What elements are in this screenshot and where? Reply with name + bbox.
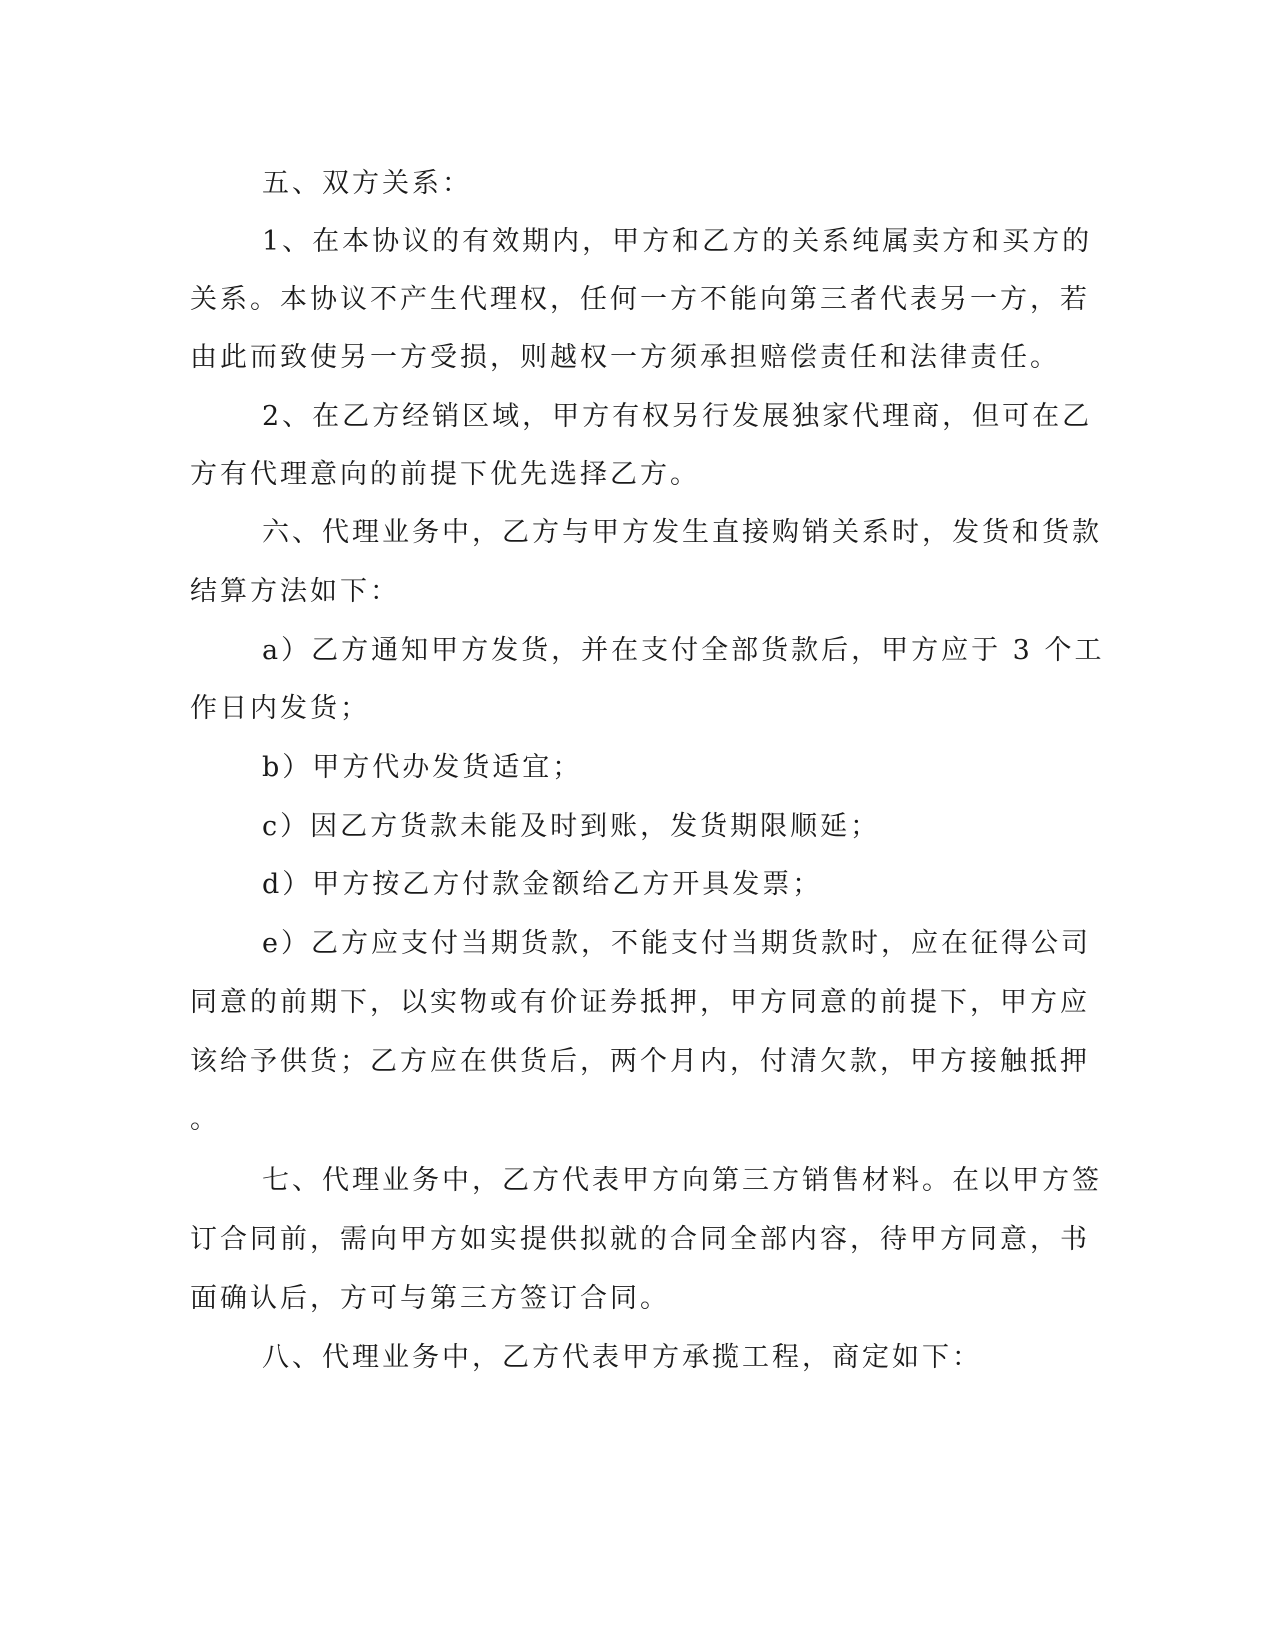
list-item-b: b）甲方代办发货适宜；	[262, 752, 583, 783]
paragraph-line: 1、在本协议的有效期内，甲方和乙方的关系纯属卖方和买方的	[262, 226, 1093, 257]
list-item-e: e）乙方应支付当期货款，不能支付当期货款时，应在征得公司	[262, 928, 1091, 959]
list-item-c: c）因乙方货款未能及时到账，发货期限顺延；	[262, 811, 881, 842]
paragraph-line: 同意的前期下，以实物或有价证券抵押，甲方同意的前提下，甲方应	[190, 987, 1090, 1018]
paragraph-line: 2、在乙方经销区域，甲方有权另行发展独家代理商，但可在乙	[262, 401, 1093, 432]
paragraph-line: 由此而致使另一方受损，则越权一方须承担赔偿责任和法律责任。	[190, 342, 1060, 373]
section-heading-6: 六、代理业务中，乙方与甲方发生直接购销关系时，发货和货款	[262, 517, 1102, 548]
paragraph-line: 作日内发货；	[190, 693, 370, 724]
list-item-a: a）乙方通知甲方发货，并在支付全部货款后，甲方应于 3 个工	[262, 635, 1105, 666]
paragraph-line: 订合同前，需向甲方如实提供拟就的合同全部内容，待甲方同意，书	[190, 1224, 1090, 1255]
paragraph-line: 该给予供货；乙方应在供货后，两个月内，付清欠款，甲方接触抵押	[190, 1046, 1090, 1077]
section-heading-5: 五、双方关系：	[262, 168, 472, 199]
paragraph-line: 面确认后，方可与第三方签订合同。	[190, 1283, 670, 1314]
paragraph-line: 结算方法如下：	[190, 576, 400, 607]
paragraph-line: 。	[190, 1104, 220, 1135]
list-item-d: d）甲方按乙方付款金额给乙方开具发票；	[262, 869, 823, 900]
section-heading-8: 八、代理业务中，乙方代表甲方承揽工程，商定如下：	[262, 1342, 982, 1373]
paragraph-line: 关系。本协议不产生代理权，任何一方不能向第三者代表另一方，若	[190, 284, 1090, 315]
paragraph-line: 方有代理意向的前提下优先选择乙方。	[190, 459, 700, 490]
section-heading-7: 七、代理业务中，乙方代表甲方向第三方销售材料。在以甲方签	[262, 1165, 1102, 1196]
